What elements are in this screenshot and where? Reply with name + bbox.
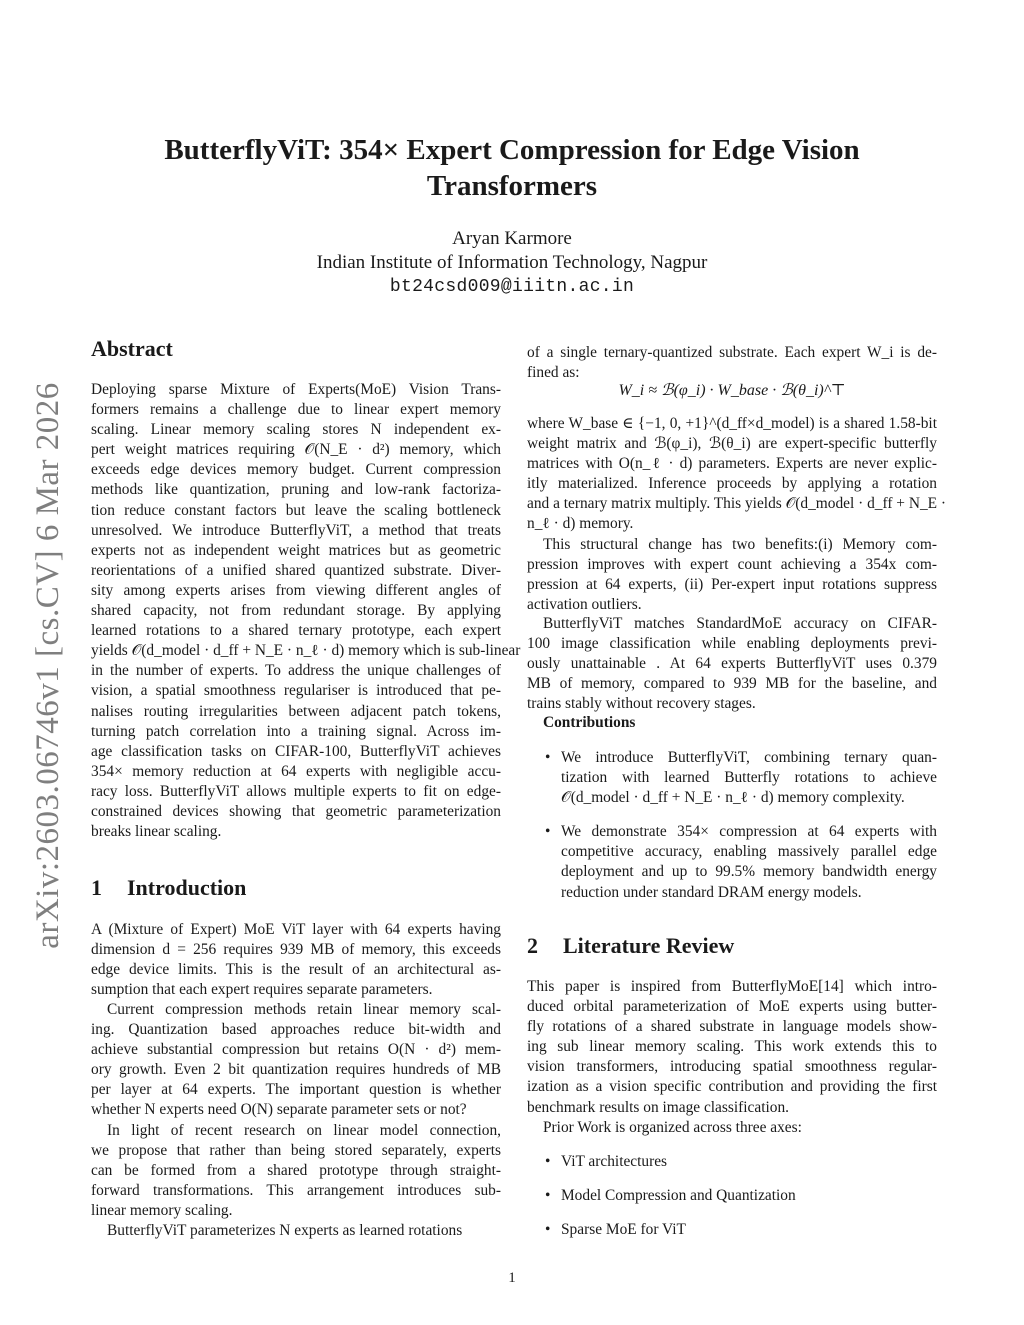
bullet-icon: • [545,1221,551,1239]
abstract_lines-line: 354× memory reduction at 64 experts with negligible accu- [91,762,501,780]
right_p4-line: 100 image classification while enabling deployments previ- [527,635,937,653]
axis-label: ViT architectures [561,1153,668,1170]
axes-list [527,1152,937,1254]
paper-title [0,132,1024,204]
intro-paragraph-1 [91,920,501,1000]
abstract_lines-line: pert weight matrices requiring 𝒪(N_E · d²) memory, which [91,441,501,459]
intro_p2-line: Current compression methods retain linear memory scal- [107,1001,501,1018]
equation-expert: W_i ≈ ℬ(φ_i) · W_base · ℬ(θ_i)^⊤ [618,382,846,399]
right_p3-line: pression improves with expert count achieving a 354x com- [527,556,937,574]
lit_p1-line: ization as a vision specific contribution and providing the first [527,1078,937,1096]
lit_p1-line: duced orbital parameterization of MoE experts using butter- [527,998,937,1016]
literature-paragraph-2-text: Prior Work is organized across three axes: [543,1119,802,1136]
intro_p3-line: In light of recent research on linear model connection, [107,1122,501,1139]
section-1-heading [91,875,246,901]
author-affiliation: Indian Institute of Information Technology, Nagpur [316,252,708,273]
section-2-heading [527,933,734,959]
abstract_lines-line: Deploying sparse Mixture of Experts(MoE) Vision Trans- [91,381,501,398]
right_p2-line: and a ternary matrix multiply. This yields 𝒪(d_model · d_ff + N_E · [527,495,947,513]
author-block [0,227,1024,299]
contribution-line: reduction under standard DRAM energy models. [561,883,862,901]
author-name: Aryan Karmore [452,228,572,249]
axis-item [527,1220,937,1240]
right_p3-line: activation outliers. [527,596,642,614]
abstract_lines-line: scaling. Linear memory scaling stores N independent ex- [91,421,501,439]
bullet-icon: • [545,1187,551,1205]
intro_p2-line: ing. Quantization based approaches reduce bit-width and [91,1021,501,1039]
intro_p1-line: A (Mixture of Expert) MoE ViT layer with 64 experts having [91,921,501,938]
right_p2-line: weight matrix and ℬ(φ_i), ℬ(θ_i) are expert-specific butterfly [527,435,937,453]
contribution-line: competitive accuracy, enabling massively parallel edge [561,843,937,861]
right_p1-line: fined as: [527,364,580,382]
abstract_lines-line: methods like quantization, pruning and low-rank factoriza- [91,481,501,499]
arxiv-stamp [28,375,68,955]
lit_p1-line: ing sub linear memory scaling. This work extends this to [527,1038,937,1056]
right_p4-line: ButterflyViT matches StandardMoE accuracy on CIFAR- [543,615,937,632]
abstract_lines-line: nalises routing irregularities between adjacent patch tokens, [91,702,501,720]
intro_p3-line: we propose that rather than being stored separately, experts [91,1142,501,1160]
literature-paragraph-2 [527,1118,937,1138]
right_p2-line: itly materialized. Inference proceeds by applying a rotation [527,475,937,493]
abstract_lines-line: experts not as independent weight matrices but as geometric [91,541,501,559]
literature-paragraph-1 [527,977,937,1118]
abstract_lines-line: exceeds edge devices memory budget. Current compression [91,461,501,479]
lit_p1-line: fly rotations of a shared substrate in language models show- [527,1018,937,1036]
right-paragraph-1 [527,343,937,383]
intro_p1-line: dimension d = 256 requires 939 MB of memory, this exceeds [91,941,501,959]
right_p4-line: ously unattainable . At 64 experts ButterflyViT uses 0.379 [527,655,937,673]
abstract_lines-line: learned rotations to a shared ternary prototype, each expert [91,622,501,640]
bullet-icon: • [545,1153,551,1170]
abstract_lines-line: tion reduce constant factors but leave the scaling bottleneck [91,501,501,519]
intro_p1-line: edge device limits. This is the result of an architectural as- [91,961,501,979]
contributions-heading: Contributions [543,714,636,731]
contribution-line: tization with learned Butterfly rotations to achieve [561,769,937,787]
contribution-item [527,748,937,808]
intro_p3-line: forward transformations. This arrangement introduces sub- [91,1182,501,1200]
right-paragraph-2 [527,414,947,535]
intro_p2-line: per layer at 64 experts. The important question is whether [91,1081,501,1099]
intro_p2-line: whether N experts need O(N) separate parameter sets or not? [91,1101,467,1119]
abstract-heading: Abstract [91,336,173,361]
page-number: 1 [508,1270,516,1286]
abstract_lines-line: vision, a spatial smoothness regulariser is introduced that pe- [91,682,501,700]
abstract_lines-line: turning patch correlation into a training signal. Across im- [91,722,501,740]
arxiv-id: arXiv:2603.06746v1 [cs.CV] 6 Mar 2026 [29,381,66,949]
abstract_lines-line: sity among experts arises from viewing different angles of [91,581,501,599]
intro-paragraph-2 [91,1000,501,1121]
abstract_lines-line: reorientations of a unified shared quantized substrate. Diver- [91,561,501,579]
section-2-number: 2 [527,933,538,958]
abstract_lines-line: racy loss. ButterflyViT allows multiple experts to fit on edge- [91,782,501,800]
abstract_lines-line: constrained devices showing that geometric parameterization [91,802,501,820]
intro_p1-line: sumption that each expert requires separate parameters. [91,981,433,999]
abstract_lines-line: shared capacity, not from redundant storage. By applying [91,602,501,620]
bullet-icon: • [545,823,551,841]
bullet-icon: • [545,749,551,766]
author-email: bt24csd009@iiitn.ac.in [389,277,635,297]
abstract_lines-line: breaks linear scaling. [91,823,222,841]
right_p3-line: pression at 64 experts, (ii) Per-expert input rotations suppress [527,576,937,594]
lit_p1-line: vision transformers, introducing spatial smoothness regular- [527,1058,937,1076]
abstract_lines-line: in the number of experts. To address the unique challenges of [91,662,501,680]
axis-item [527,1186,937,1206]
intro-paragraph-4-text: ButterflyViT parameterizes N experts as learned rotations [107,1222,463,1239]
lit_p1-line: benchmark results on image classification. [527,1098,789,1116]
right_p2-line: n_ℓ · d) memory. [527,515,634,533]
right-paragraph-3 [527,535,937,615]
contribution-item [527,822,937,902]
contribution-line: We demonstrate 354× compression at 64 experts with [561,823,937,841]
right-paragraph-4 [527,614,937,714]
section-1-number: 1 [91,875,102,900]
abstract_lines-line: yields 𝒪(d_model · d_ff + N_E · n_ℓ · d) memory which is sub-linear [91,642,521,660]
title-line-1: ButterflyViT: 354× Expert Compression for Edge Vision [164,134,860,166]
axis-label: Model Compression and Quantization [561,1187,796,1205]
intro_p2-line: achieve substantial compression but retains O(N · d²) mem- [91,1041,501,1059]
right_p2-line: where W_base ∈ {−1, 0, +1}^(d_ff×d_model) is a shared 1.58-bit [527,415,937,432]
intro-paragraph-3 [91,1121,501,1221]
title-line-2: Transformers [426,170,598,202]
abstract-body [91,380,521,842]
intro-paragraph-4 [91,1221,501,1241]
intro_p2-line: ory growth. Even 2 bit quantization requires hundreds of MB [91,1061,501,1079]
lit_p1-line: This paper is inspired from ButterflyMoE[14] which intro- [527,978,937,995]
intro_p3-line: can be formed from a shared prototype through straight- [91,1162,501,1180]
abstract_lines-line: formers remains a challenge due to linear expert memory [91,401,501,419]
intro_p3-line: linear memory scaling. [91,1202,233,1220]
right_p1-line: of a single ternary-quantized substrate. Each expert W_i is de- [527,344,937,361]
contributions-list [527,748,937,917]
right_p4-line: trains stably without recovery stages. [527,695,756,713]
contribution-line: 𝒪(d_model · d_ff + N_E · n_ℓ · d) memory complexity. [561,789,905,807]
axis-label: Sparse MoE for ViT [561,1221,686,1239]
section-1-title: Introduction [127,875,247,900]
abstract_lines-line: unresolved. We introduce ButterflyViT, a method that treats [91,521,501,539]
abstract_lines-line: age classification tasks on CIFAR-100, ButterflyViT achieves [91,742,501,760]
axis-item [527,1152,937,1172]
right_p3-line: This structural change has two benefits:(i) Memory com- [543,536,937,553]
section-2-title: Literature Review [563,933,735,958]
right_p2-line: matrices with O(n_ℓ · d) parameters. Experts are never explic- [527,455,937,473]
contribution-line: We introduce ButterflyViT, combining ternary quan- [561,749,937,766]
right_p4-line: MB of memory, compared to 939 MB for the baseline, and [527,675,937,693]
contribution-line: deployment and up to 99.5% memory bandwidth energy [561,863,937,881]
